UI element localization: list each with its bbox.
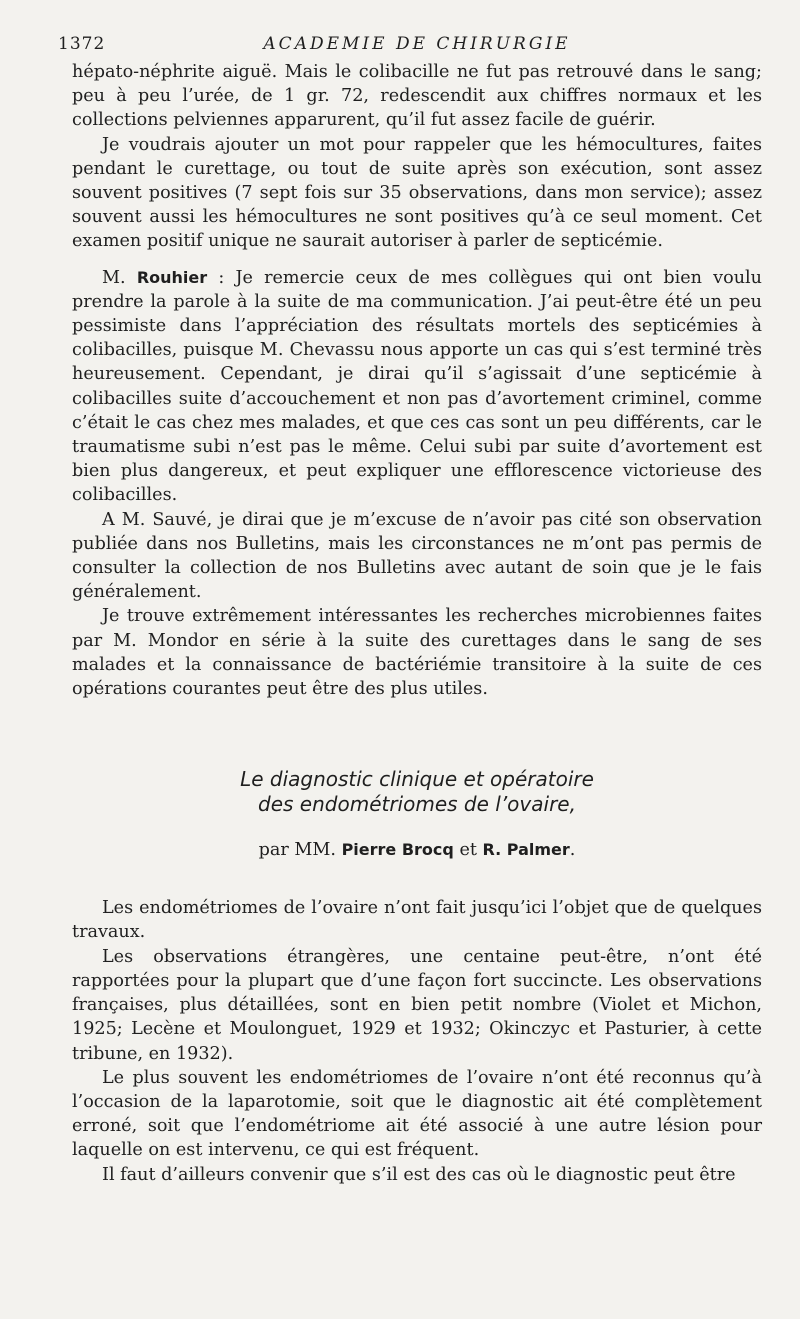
rouhier-prefix: M. <box>102 267 137 288</box>
page-number: 1372 <box>58 34 106 54</box>
paragraph: hépato-néphrite aiguë. Mais le colibacille ne fut pas retrouvé dans le sang; peu à peu l’urée, de 1 gr. 72, redescendit aux chiffres normaux et les collections pelviennes apparurent, qu’il fut assez facile de guérir. <box>72 62 762 131</box>
author-name: Pierre Brocq <box>341 840 454 860</box>
paragraph: Je voudrais ajouter un mot pour rappeler que les hémocultures, faites pendant le curettage, ou tout de suite après son exécution, sont assez souvent positives (7 sept fois sur 35 observations, dans mon service); assez souvent aussi les hémocultures ne sont positives qu’à ce seul moment. Cet examen positif unique ne saurait autoriser à parler de septicémie. <box>72 134 762 252</box>
paragraph: Il faut d’ailleurs convenir que s’il est des cas où le diagnostic peut être <box>102 1164 736 1185</box>
paragraph: Les endométriomes de l’ovaire n’ont fait jusqu’ici l’objet que de quelques travaux. <box>72 898 762 943</box>
journal-title: ACADEMIE DE CHIRURGIE <box>263 34 571 54</box>
discussion-section <box>72 60 762 701</box>
paragraph: Les observations étrangères, une centaine peut-être, n’ont été rapportées pour la plupart que d’une façon fort succincte. Les observations françaises, plus détaillées, sont en bien petit nombre (Violet et Michon, 1925; Lecène et Moulonguet, 1929 et 1932; Okinczyc et Pasturier, à cette tribune, en 1932). <box>72 946 762 1064</box>
paragraph: A M. Sauvé, je dirai que je m’excuse de n’avoir pas cité son observation publiée dans nos Bulletins, mais les circonstances ne m’ont pas permis de consulter la collection de nos Bulletins avec autant de soin que je le fais généralement. <box>72 509 762 603</box>
speaker-name: Rouhier <box>136 267 208 287</box>
article-body <box>72 896 762 1186</box>
authors-prefix: par MM. <box>258 840 342 861</box>
article-title-line: des endométriomes de l’ovaire, <box>258 792 576 817</box>
paragraph: Je trouve extrêmement intéressantes les recherches microbiennes faites par M. Mondor en série à la suite des curettages dans le sang de ses malades et la connaissance de bactériémie transitoire à la suite de ces opérations courantes peut être des plus utiles. <box>72 606 762 700</box>
rouhier-paragraph <box>72 266 762 508</box>
authors-line <box>72 840 762 860</box>
rouhier-text: : Je remercie ceux de mes collègues qui ont bien voulu prendre la parole à la suite de ma communication. J’ai peut-être été un peu pessimiste dans l’appréciation des résultats mortels des septicémies à colibacilles, puisque M. Chevassu nous apporte un cas qui s’est terminé très heureusement. Cependant, je dirai qu’il s’agissait d’une septicémie à colibacilles suite d’accouchement et non pas d’avortement criminel, comme c’était le cas chez mes malades, et que ces cas sont un peu différents, car le traumatisme subi n’est pas le même. Celui subi par suite d’avortement est bien plus dangereux, et peut expliquer une efflorescence victorieuse des colibacilles. <box>72 267 763 506</box>
authors-joiner: et <box>453 840 483 861</box>
author-name: R. Palmer <box>482 840 570 860</box>
article-title <box>72 767 762 817</box>
article-title-line: Le diagnostic clinique et opératoire <box>240 767 594 792</box>
paragraph: Le plus souvent les endométriomes de l’ovaire n’ont été reconnus qu’à l’occasion de la laparotomie, soit que le diagnostic ait été complètement erroné, soit que l’endométriome ait été associé à une autre lésion pour laquelle on est intervenu, ce qui est fréquent. <box>72 1067 762 1161</box>
authors-end: . <box>569 840 576 861</box>
running-head <box>58 30 762 60</box>
